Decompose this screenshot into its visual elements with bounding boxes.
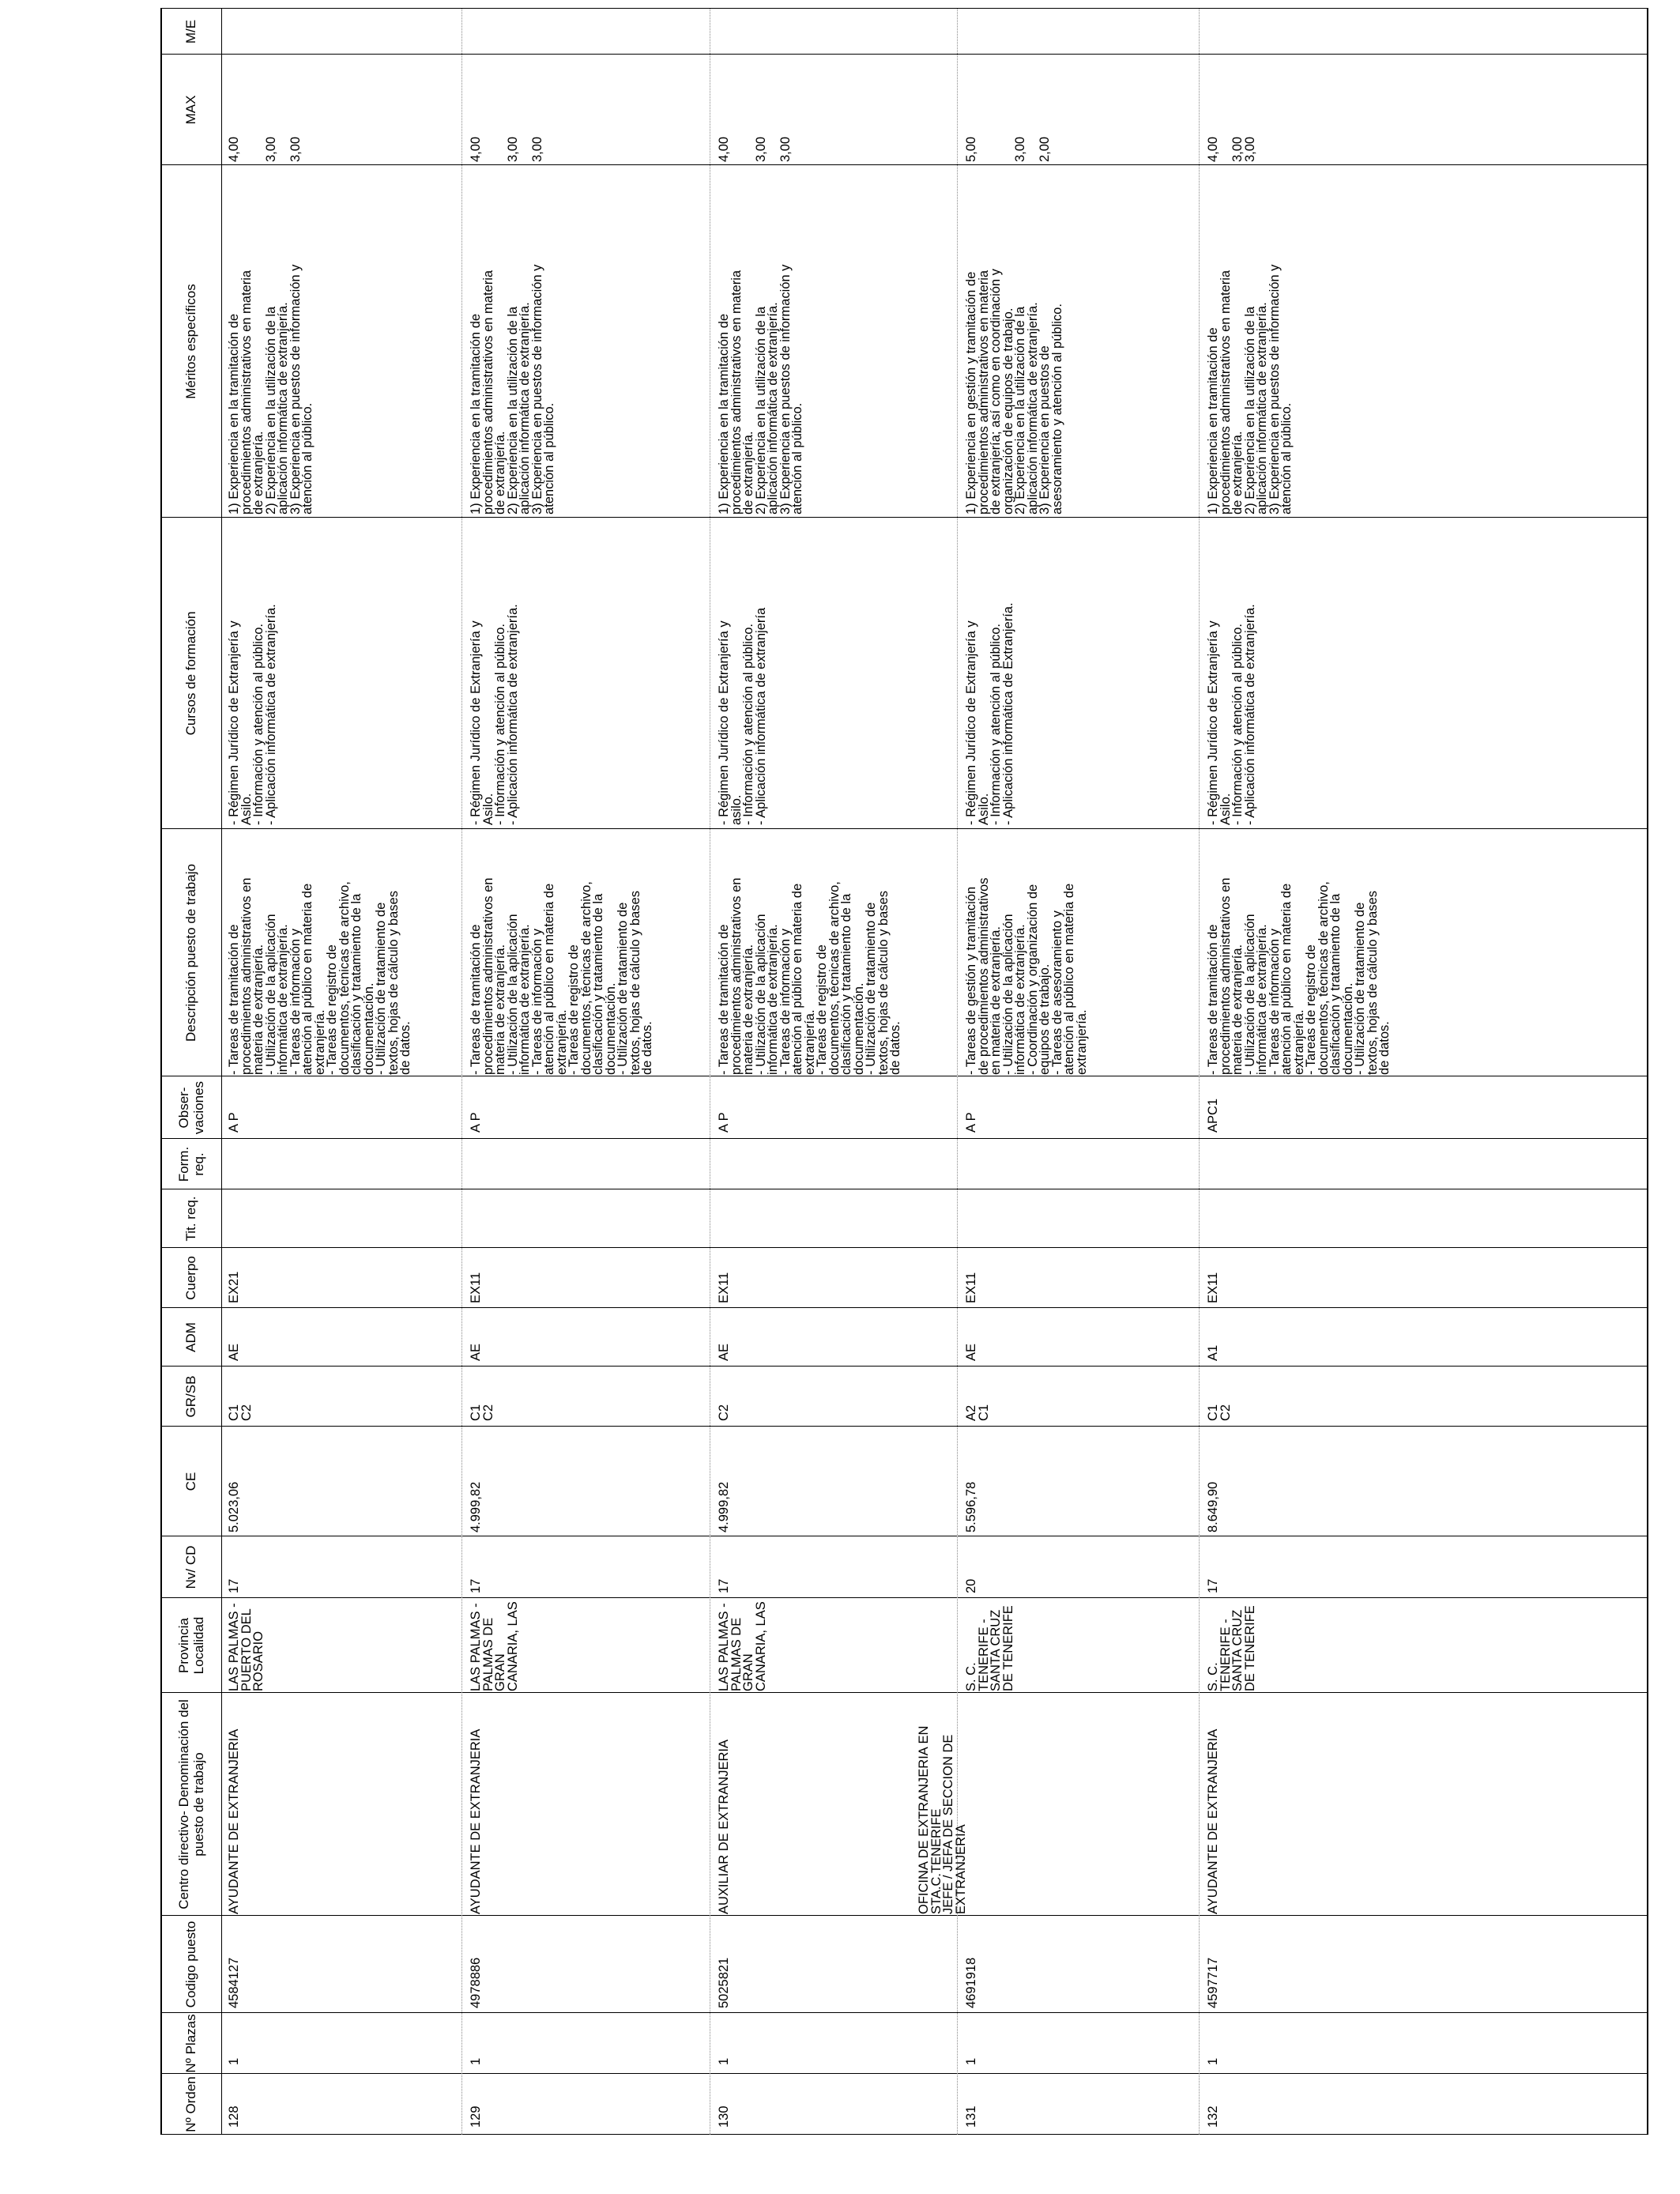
cell-provincia: S. C. TENERIFE - SANTA CRUZ DE TENERIFE bbox=[1206, 1605, 1257, 1691]
cell-adm: AE bbox=[717, 1343, 731, 1361]
header-adm: ADM bbox=[183, 1322, 198, 1352]
cell-cuerpo: EX11 bbox=[469, 1272, 483, 1303]
cell-ce: 5.023,06 bbox=[227, 1481, 241, 1532]
header-form: Form. req. bbox=[175, 1146, 206, 1182]
cell-meritos: 1) Experiencia en la tramitación de procedimientos administrativos en materia de extranjería. 2) Experiencia en la utilización de la aplicación informática de extranjería. 3) Experiencia en puestos de información y atención al público. bbox=[227, 264, 315, 515]
cell-provincia: LAS PALMAS - PALMAS DE GRAN CANARIA, LAS bbox=[717, 1601, 768, 1691]
cell-meritos: 1) Experiencia en la tramitación de procedimientos administrativos en materia de extranjería. 2) Experiencia en la utilización de la aplicación informática de extranjería. 3) Experiencia en puestos de información y atención al público. bbox=[717, 264, 804, 515]
row-separator bbox=[1199, 9, 1200, 2135]
cell-cursos: - Régimen Jurídico de Extranjería y Asilo. - Información y atención al público. - Aplicación informática de extranjería. bbox=[227, 604, 278, 825]
cell-cuerpo: EX11 bbox=[964, 1272, 978, 1303]
cell-grupo: C1 C2 bbox=[227, 1404, 254, 1421]
header-grupo: GR/SB bbox=[183, 1375, 198, 1418]
cell-descripcion: - Tareas de tramitación de procedimientos administrativos en materia de extranjería. - Utilización de la aplicación informática de extranjería. - Tareas de información y atención al público en materia de extranjería. - Tareas de registro de documentos, técnicas de archivo, clasificación y tratamiento de la documentación. - Utilización de tratamiento de textos, hojas de cálculo y bases de datos. bbox=[469, 877, 654, 1075]
header-cursos: Cursos de formación bbox=[183, 611, 198, 736]
cell-codigo: 5025821 bbox=[717, 1957, 731, 2008]
cell-codigo: 4978886 bbox=[469, 1957, 483, 2008]
cell-cuerpo: EX11 bbox=[717, 1272, 731, 1303]
vacancy-table bbox=[160, 9, 1648, 2135]
cell-obs: A P bbox=[227, 1112, 241, 1133]
header-plazas: Nº Plazas bbox=[183, 2014, 198, 2073]
header-codigo: Codigo puesto bbox=[183, 1921, 198, 2008]
header-tit: Tit. req. bbox=[183, 1196, 198, 1242]
cell-provincia: LAS PALMAS - PALMAS DE GRAN CANARIA, LAS bbox=[469, 1601, 520, 1691]
cell-descripcion: - Tareas de tramitación de procedimientos administrativos en materia de extranjería. - Utilización de la aplicación informática de extranjería. - Tareas de información y atención al público en materia de extranjería. - Tareas de registro de documentos, técnicas de archivo, clasificación y tratamiento de la documentación. - Utilización de tratamiento de textos, hojas de cálculo y bases de datos. bbox=[717, 877, 902, 1075]
cell-codigo: 4584127 bbox=[227, 1957, 241, 2008]
header-me: M/E bbox=[183, 19, 198, 44]
cell-obs: APC1 bbox=[1206, 1098, 1220, 1133]
cell-grupo: C1 C2 bbox=[469, 1404, 495, 1421]
table-header bbox=[160, 9, 222, 2135]
cell-provincia: S. C. TENERIFE - SANTA CRUZ DE TENERIFE bbox=[964, 1605, 1015, 1691]
cell-adm: AE bbox=[964, 1343, 978, 1361]
cell-cursos: - Régimen Jurídico de Extranjería y Asilo. - Información y atención al público. - Aplicación informática de Extranjería. bbox=[964, 602, 1015, 825]
cell-nivel: 17 bbox=[1206, 1578, 1220, 1593]
cell-grupo: C1 C2 bbox=[1206, 1404, 1233, 1421]
cell-ce: 8.649,90 bbox=[1206, 1481, 1220, 1532]
cell-adm: AE bbox=[469, 1343, 483, 1361]
cell-meritos: 1) Experiencia en gestión y tramitación de procedimientos administrativos en materia de extranjería; así como en coordinación y organización de equipos de trabajo. 2) Experiencia en la utilización de la aplicación informática de extranjería. 3) Experiencia en puestos de asesoramiento y atención al público. bbox=[964, 269, 1064, 515]
cell-ce: 5.596,78 bbox=[964, 1481, 978, 1532]
cell-adm: AE bbox=[227, 1343, 241, 1361]
cell-cursos: - Régimen Jurídico de Extranjería y asilo. - Información y atención al público. - Aplicación informática de extranjería bbox=[717, 607, 768, 825]
header-descripcion: Descripción puesto de trabajo bbox=[183, 864, 198, 1042]
cell-orden: 132 bbox=[1206, 2105, 1220, 2128]
cell-adm: A1 bbox=[1206, 1344, 1220, 1361]
cell-orden: 129 bbox=[469, 2105, 483, 2128]
header-meritos: Méritos específicos bbox=[183, 284, 198, 399]
cell-max: 4,00 3,00 3,00 bbox=[469, 136, 544, 162]
cell-plazas: 1 bbox=[227, 2057, 241, 2065]
cell-descripcion: - Tareas de tramitación de procedimientos administrativos en materia de extranjería. - Utilización de la aplicación informática de extranjería. - Tareas de información y atención al público en materia de extranjería. - Tareas de registro de documentos, técnicas de archivo, clasificación y tratamiento de la documentación. - Utilización de tratamiento de textos, hojas de cálculo y bases de datos. bbox=[1206, 877, 1392, 1075]
row-separator bbox=[461, 9, 462, 2135]
cell-ce: 4.999,82 bbox=[469, 1481, 483, 1532]
cell-descripcion: - Tareas de tramitación de procedimientos administrativos en materia de extranjería. - Utilización de la aplicación informática de extranjería. - Tareas de información y atención al público en materia de extranjería. - Tareas de registro de documentos, técnicas de archivo, clasificación y tratamiento de la documentación. - Utilización de tratamiento de textos, hojas de cálculo y bases de datos. bbox=[227, 877, 412, 1075]
table-row bbox=[465, 9, 707, 2135]
table-row bbox=[224, 9, 461, 2135]
header-centro: Centro directivo- Denominación del puesto de trabajo bbox=[175, 1699, 206, 1909]
cell-plazas: 1 bbox=[1206, 2057, 1220, 2065]
cell-nivel: 17 bbox=[717, 1578, 731, 1593]
cell-obs: A P bbox=[964, 1112, 978, 1133]
cell-centro: AYUDANTE DE EXTRANJERIA bbox=[227, 1728, 241, 1914]
cell-max: 4,00 3,00 3,00 bbox=[1206, 136, 1257, 162]
cell-cuerpo: EX21 bbox=[227, 1271, 241, 1303]
cell-nivel: 17 bbox=[227, 1578, 241, 1593]
cell-centro: AYUDANTE DE EXTRANJERIA bbox=[1206, 1728, 1220, 1914]
table-row bbox=[1203, 9, 1645, 2135]
header-ce: CE bbox=[183, 1472, 198, 1491]
header-cuerpo: Cuerpo bbox=[183, 1256, 198, 1300]
cell-plazas: 1 bbox=[964, 2057, 978, 2065]
cell-grupo: C2 bbox=[717, 1404, 731, 1421]
header-nivel: Nv/ CD bbox=[183, 1545, 198, 1589]
cell-plazas: 1 bbox=[717, 2057, 731, 2065]
cell-codigo: 4597717 bbox=[1206, 1957, 1220, 2008]
cell-orden: 130 bbox=[717, 2105, 731, 2128]
table-row bbox=[917, 9, 1196, 2135]
cell-cuerpo: EX11 bbox=[1206, 1272, 1220, 1303]
cell-max: 4,00 3,00 3,00 bbox=[717, 136, 793, 162]
cell-codigo: 4691918 bbox=[964, 1957, 978, 2008]
cell-cursos: - Régimen Jurídico de Extranjería y Asilo. - Información y atención al público. - Aplicación informática de extranjería. bbox=[469, 604, 520, 825]
cell-grupo: A2 C1 bbox=[964, 1404, 991, 1421]
cell-orden: 131 bbox=[964, 2105, 978, 2128]
cell-obs: A P bbox=[717, 1112, 731, 1133]
cell-max: 5,00 3,00 2,00 bbox=[964, 136, 1052, 162]
cell-obs: A P bbox=[469, 1112, 483, 1133]
header-provincia: Provincia Localidad bbox=[175, 1616, 206, 1675]
cell-meritos: 1) Experiencia en la tramitación de procedimientos administrativos en materia de extranjería. 2) Experiencia en la utilización de la aplicación informática de extranjería. 3) Experiencia en puestos de información y atención al público. bbox=[469, 264, 556, 515]
cell-nivel: 17 bbox=[469, 1578, 483, 1593]
cell-nivel: 20 bbox=[964, 1578, 978, 1593]
header-obs: Obser- vaciones bbox=[175, 1080, 206, 1135]
cell-descripcion: - Tareas de gestión y tramitación de procedimientos administrativos en materia de extranjería. - Utilización de la aplicación informática de extranjería. - Coordinación y organización de equipos de trabajo. - Tareas de asesoramiento y atención al público en materia de extranjería. bbox=[964, 877, 1089, 1075]
cell-cursos: - Régimen Jurídico de Extranjería y Asilo. - Información y atención al público. - Aplicación informática de extranjería. bbox=[1206, 604, 1257, 825]
header-max: MAX bbox=[183, 95, 198, 125]
cell-meritos: 1) Experiencia en tramitación de procedimientos administrativos en materia de extranjería. 2) Experiencia en la utilización de la aplicación informática de extranjería. 3) Experiencia en puestos de información y atención al público. bbox=[1206, 264, 1294, 515]
cell-ce: 4.999,82 bbox=[717, 1481, 731, 1532]
cell-provincia: LAS PALMAS - PUERTO DEL ROSARIO bbox=[227, 1603, 266, 1691]
cell-centro: AUXILIAR DE EXTRANJERIA bbox=[717, 1740, 731, 1914]
table-bottom-rule bbox=[1647, 9, 1648, 2135]
cell-max: 4,00 3,00 3,00 bbox=[227, 136, 303, 162]
cell-centro: OFICINA DE EXTRANJERIA EN STA.C.TENERIFE JEFE / JEFA DE SECCION DE EXTRANJERIA bbox=[917, 1725, 968, 1914]
cell-plazas: 1 bbox=[469, 2057, 483, 2065]
cell-centro: AYUDANTE DE EXTRANJERIA bbox=[469, 1728, 483, 1914]
header-orden: Nº Orden bbox=[183, 2076, 198, 2132]
cell-orden: 128 bbox=[227, 2105, 241, 2128]
